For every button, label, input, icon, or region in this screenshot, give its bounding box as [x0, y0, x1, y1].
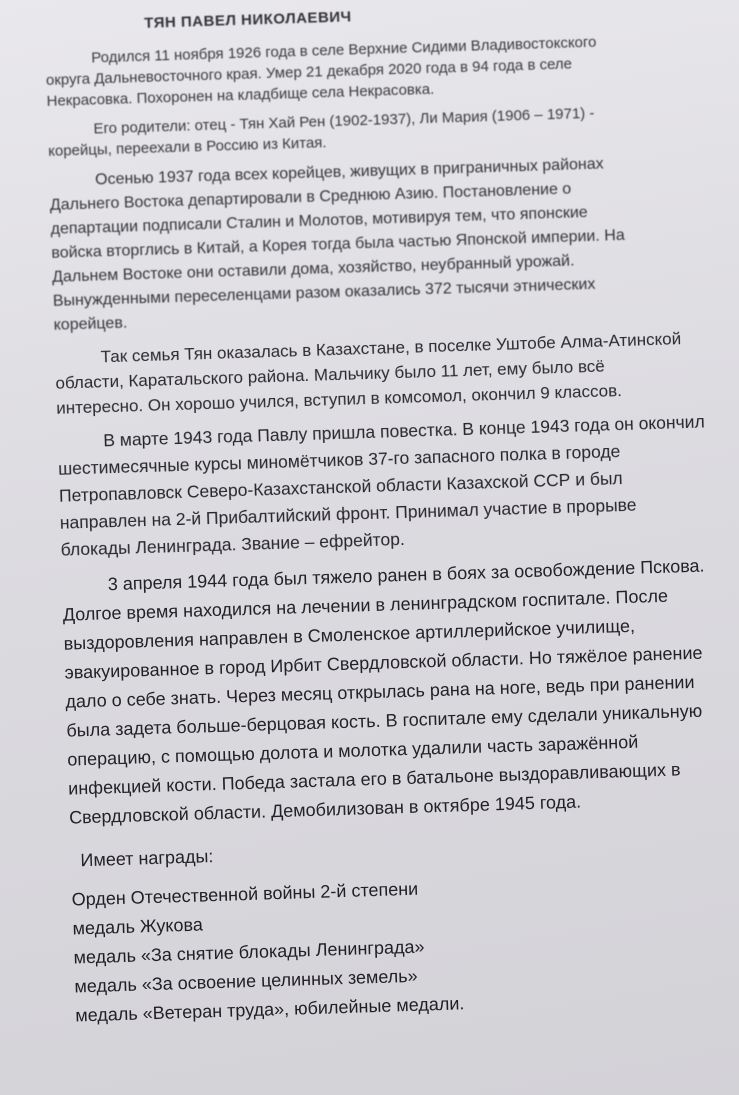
award-item: медаль Жукова	[72, 914, 204, 939]
paragraph-kazakhstan: Так семья Тян оказалась в Казахстане, в поселке Уштобе Алма-Атинской области, Каратальского района. Мальчику было 11 лет, ему было всё интересно. Он хорошо учился, вступил в комсомол, окончил 9 классов.	[55, 329, 682, 418]
awards-list	[71, 864, 739, 1031]
award-item: медаль «За освоение целинных земель»	[74, 965, 418, 997]
award-item: Орден Отечественной войны 2-й степени	[71, 878, 419, 910]
document-page	[44, 0, 739, 1031]
award-item: медаль «Ветеран труда», юбилейные медали.	[75, 993, 465, 1026]
paragraph-parents: Его родители: отец - Тян Хай Рен (1902-1937), Ли Мария (1906 – 1971) - корейцы, переехали в Россию из Китая.	[47, 104, 595, 160]
paragraph-wound-and-recovery: 3 апреля 1944 года был тяжело ранен в боях за освобождение Пскова. Долгое время находился на лечении в ленинградском госпитале. После выздоровления направлен в Смоленское артиллерийское училище, эвакуированное в город Ирбит Свердловской области. Но тяжёлое ранение дало о себе знать. Через месяц открылась рана на ноге, ведь при ранении была задета больше-берцовая кость. В госпитале ему сделали уникальную операцию, с помощью долота и молотка удалили часть заражённой инфекцией кости. Победа застала его в батальоне выздоравливающих в Свердловской области. Демобилизован в октябре 1945 года.	[62, 555, 705, 828]
awards-heading: Имеет награды:	[80, 846, 214, 871]
paragraph-military-service: В марте 1943 года Павлу пришла повестка. В конце 1943 года он окончил шестимесячные курсы миномётчиков 37-го запасного полка в городе Петропавловск Северо-Казахстанской области Казахской ССР и был направлен на 2-й Прибалтийский фронт. Принимал участие в прорыве блокады Ленинграда. Звание – ефрейтор.	[57, 411, 705, 560]
paragraph-birth-death: Родился 11 ноября 1926 года в селе Верхние Сидими Владивостокского округа Дальневосточного края. Умер 21 декабря 2020 года в 94 года в селе Некрасовка. Похоронен на кладбище села Некрасовка.	[45, 33, 597, 110]
document-title: ТЯН ПАВЕЛ НИКОЛАЕВИЧ	[143, 8, 352, 32]
award-item: медаль «За снятие блокады Ленинграда»	[73, 936, 425, 968]
paragraph-deportation: Осенью 1937 года всех корейцев, живущих в приграничных районах Дальнего Востока департировали в Среднюю Азию. Постановление о департации подписали Сталин и Молотов, мотивируя тем, что японские войска вторглись в Китай, а Корея тогда была частью Японской империи. На Дальнем Востоке они оставили дома, хозяйство, неубранный урожай. Вынужденными переселенцами разом оказались 372 тысячи этнических корейцев.	[49, 155, 625, 334]
